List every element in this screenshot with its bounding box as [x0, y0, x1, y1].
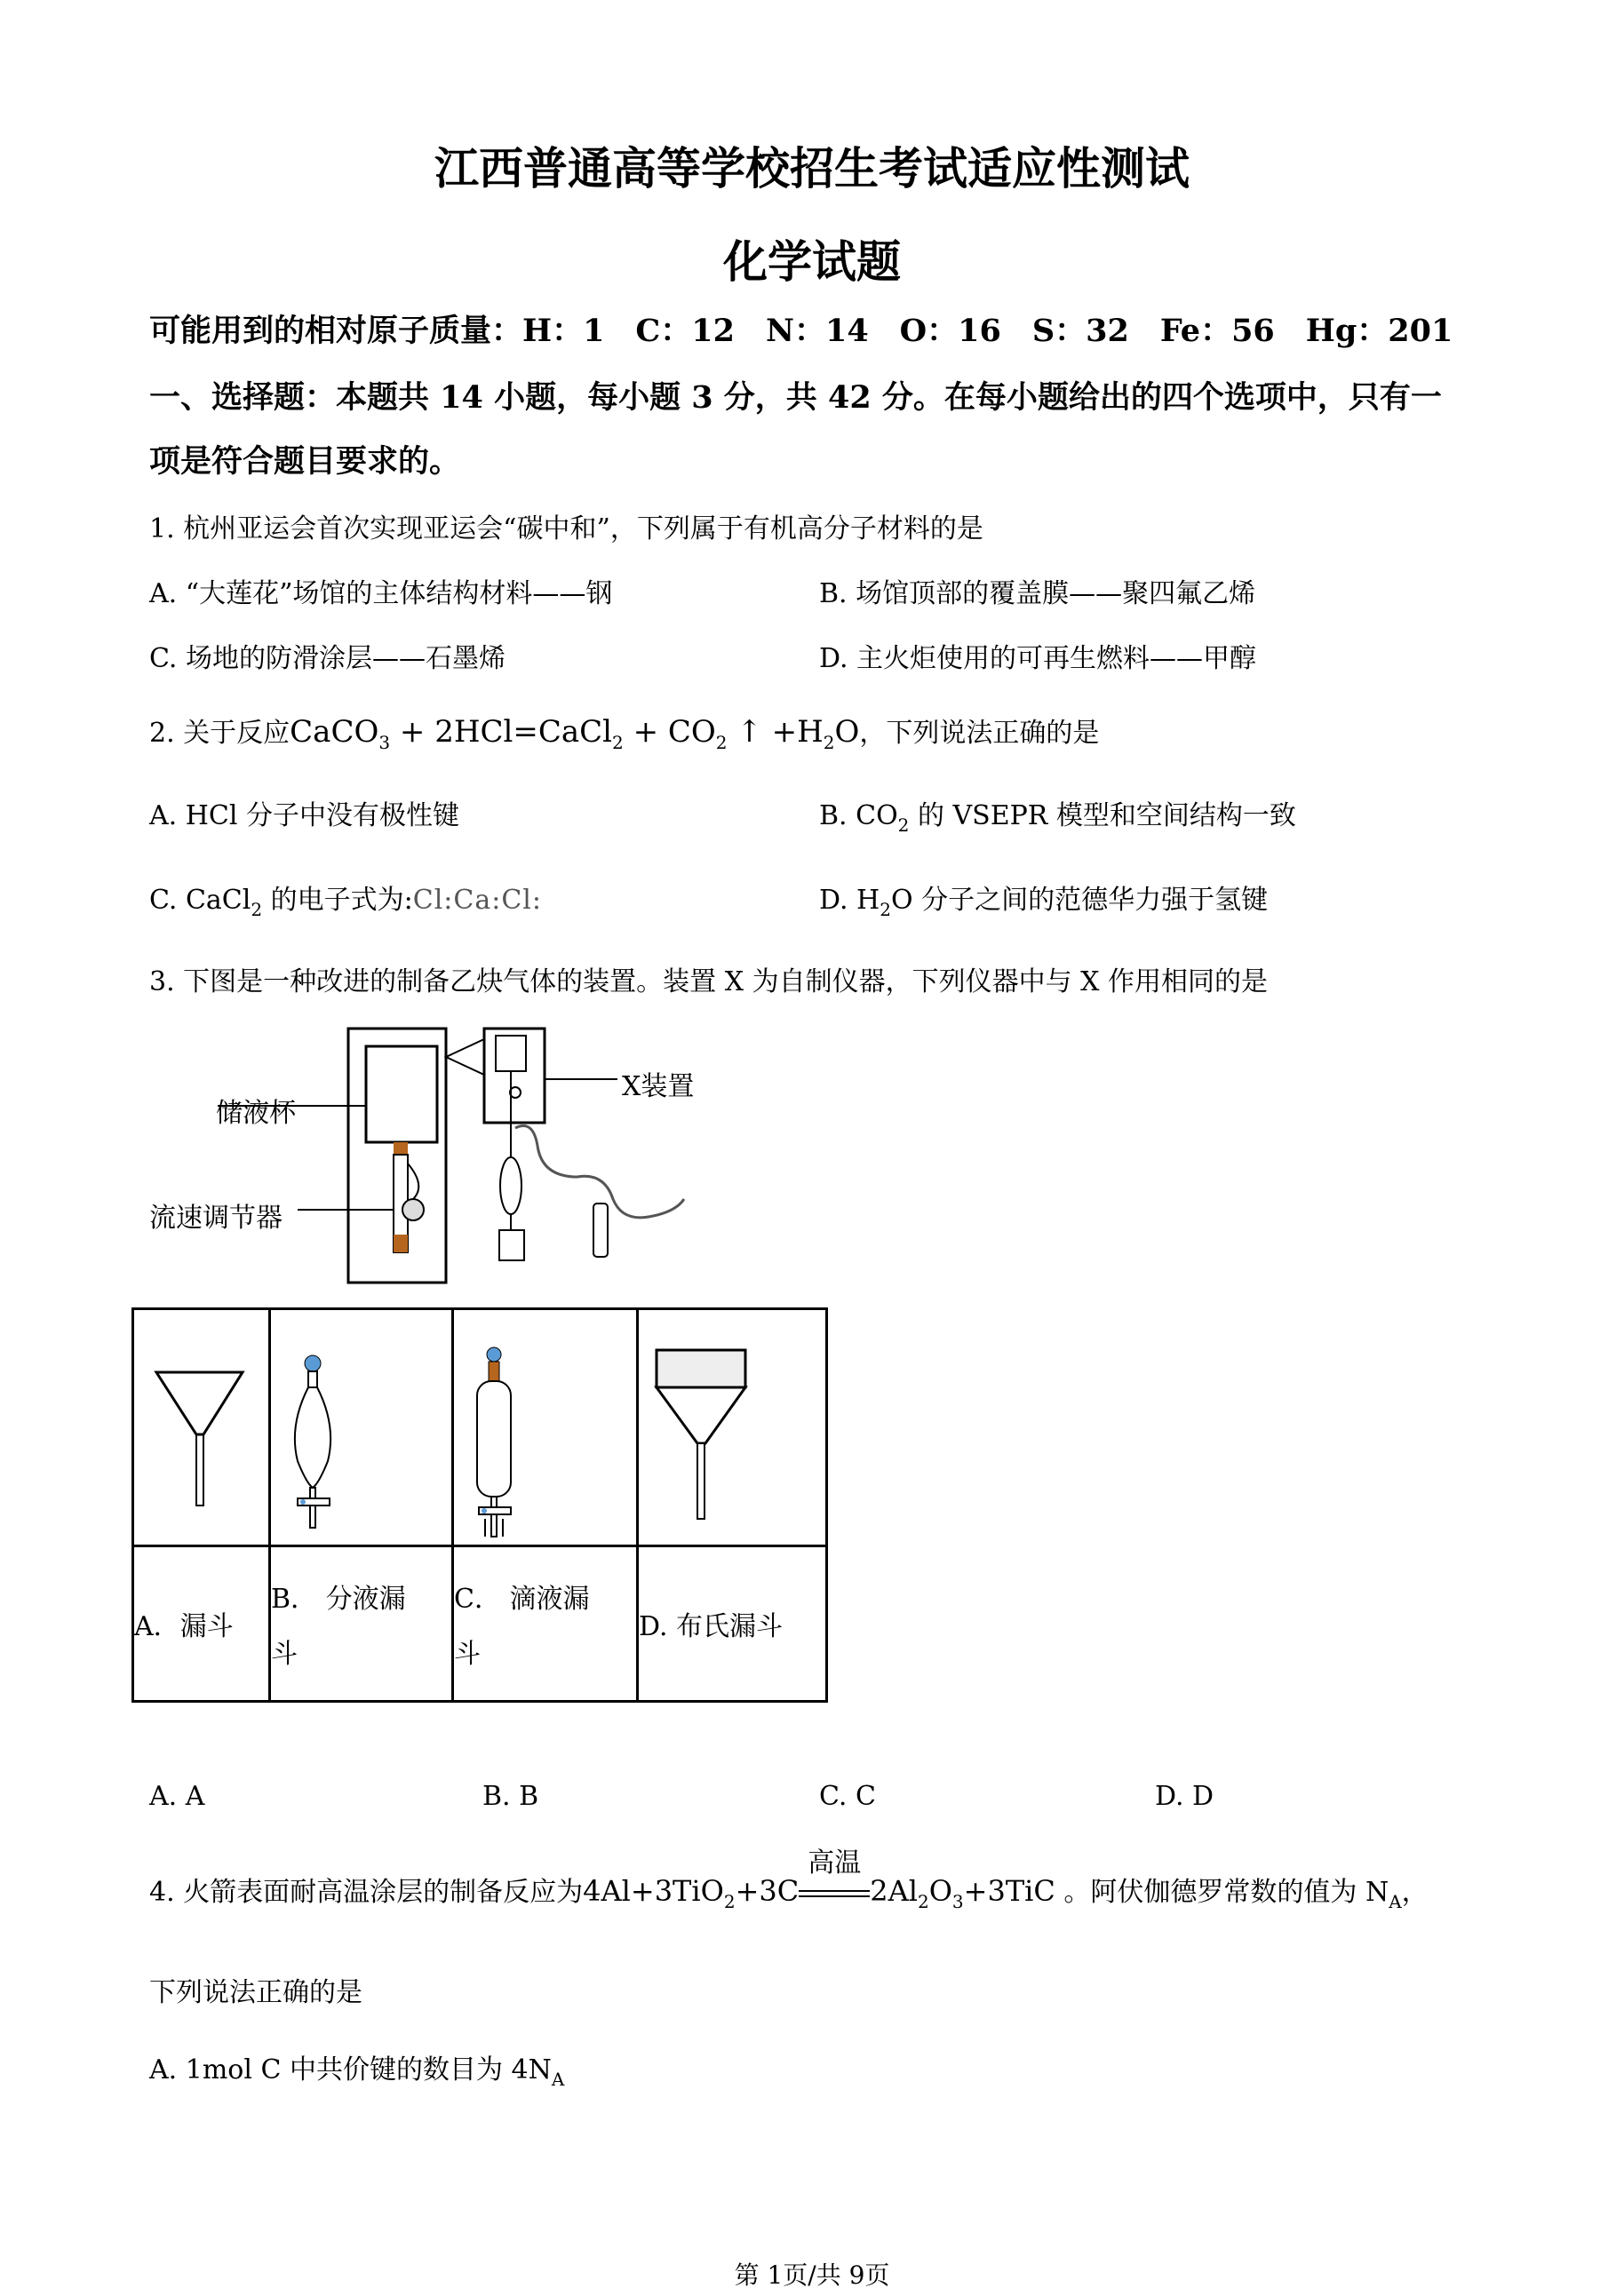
q1-option-a: A. “大莲花”场馆的主体结构材料——钢: [149, 578, 613, 609]
buchner-funnel-image-cell: [638, 1309, 827, 1546]
q3-answer-a: A. A: [149, 1781, 205, 1812]
q4-stem: 4. 火箭表面耐高温涂层的制备反应为4Al+3TiO$_2$+3C 高温 $2Al_2O_3+3TiC$ 。阿伏伽德罗常数的值为 $N_A$，: [149, 1870, 1429, 1912]
q1-option-b: B. 场馆顶部的覆盖膜——聚四氟乙烯: [819, 578, 1256, 609]
funnel-icon: [134, 1310, 268, 1541]
dropping-funnel-icon: [454, 1310, 636, 1541]
cacl2-electron-formula: Cl:Ca:Cl:: [412, 885, 543, 916]
section1-line2: 项是符合题目要求的。: [149, 443, 461, 480]
reaction-condition: 高温: [808, 1847, 862, 1879]
q2-prefix: 2. 关于反应: [149, 718, 291, 749]
q3-stem: 3. 下图是一种改进的制备乙炔气体的装置。装置 X 为自制仪器，下列仪器中与 X 作用相同的是: [149, 966, 1269, 997]
separatory-funnel-icon: [271, 1310, 451, 1541]
q1-stem: 1. 杭州亚运会首次实现亚运会“碳中和”，下列属于有机高分子材料的是: [149, 513, 983, 544]
label-x-device: X装置: [622, 1071, 695, 1102]
atomic-masses: 可能用到的相对原子质量：H：1 C：12 N：14 O：16 S：32 Fe：56 Hg：201: [149, 313, 1453, 349]
section1-line1: 一、选择题：本题共 14 小题，每小题 3 分，共 42 分。在每小题给出的四个选项中，只有一: [149, 379, 1442, 416]
q2-option-b: B. $CO_2$ 的 VSEPR 模型和空间结构一致: [819, 800, 1296, 836]
separatory-funnel-image-cell: [270, 1309, 453, 1546]
q2-stem: [149, 711, 1099, 753]
q2-option-d: D. $H_2O$ 分子之间的范德华力强于氢键: [819, 885, 1269, 920]
label-flow-regulator: 流速调节器: [149, 1203, 283, 1234]
q1-option-c: C. 场地的防滑涂层——石墨烯: [149, 643, 506, 674]
option-c-dropping-funnel: C． 滴液漏 斗: [453, 1546, 638, 1702]
acetylene-apparatus-diagram: [142, 1021, 711, 1288]
q2-option-a: A. HCl 分子中没有极性键: [149, 800, 459, 831]
q2-suffix: ，下列说法正确的是: [859, 718, 1100, 749]
q4-line2: 下列说法正确的是: [149, 1977, 362, 2008]
exam-subtitle: 化学试题: [723, 235, 901, 288]
option-a-funnel: A．漏斗: [133, 1546, 270, 1702]
funnel-image-cell: [133, 1309, 270, 1546]
label-liquid-cup: 储液杯: [216, 1098, 296, 1129]
buchner-funnel-icon: [639, 1310, 825, 1541]
q2-equation: CaCO$_3$ + 2HCl=CaCl$_2$ + $CO_2$ ↑ $+H_2O$: [290, 714, 860, 753]
exam-title: 江西普通高等学校招生考试适应性测试: [434, 142, 1190, 195]
q3-answer-d: D. D: [1155, 1781, 1214, 1812]
option-b-separatory-funnel: B． 分液漏 斗: [270, 1546, 453, 1702]
option-d-buchner-funnel: D. 布氏漏斗: [638, 1546, 827, 1702]
q4-equation: 4Al+3TiO$_2$+3C 高温 $2Al_2O_3+3TiC$: [583, 1874, 1055, 1908]
page-footer: 第 1页/共 9页: [734, 2260, 890, 2290]
q3-answer-c: C. C: [819, 1781, 876, 1812]
q1-option-d: D. 主火炬使用的可再生燃料——甲醇: [819, 643, 1257, 674]
q4-option-a: A. 1mol C 中共价键的数目为 $4N_A$: [149, 2054, 565, 2090]
q3-options-table: [131, 1307, 828, 1703]
q3-answer-b: B. B: [482, 1781, 539, 1812]
q2-option-c: C. CaCl$_2$ 的电子式为:Cl:Ca:Cl:: [149, 885, 543, 920]
dropping-funnel-image-cell: [453, 1309, 638, 1546]
